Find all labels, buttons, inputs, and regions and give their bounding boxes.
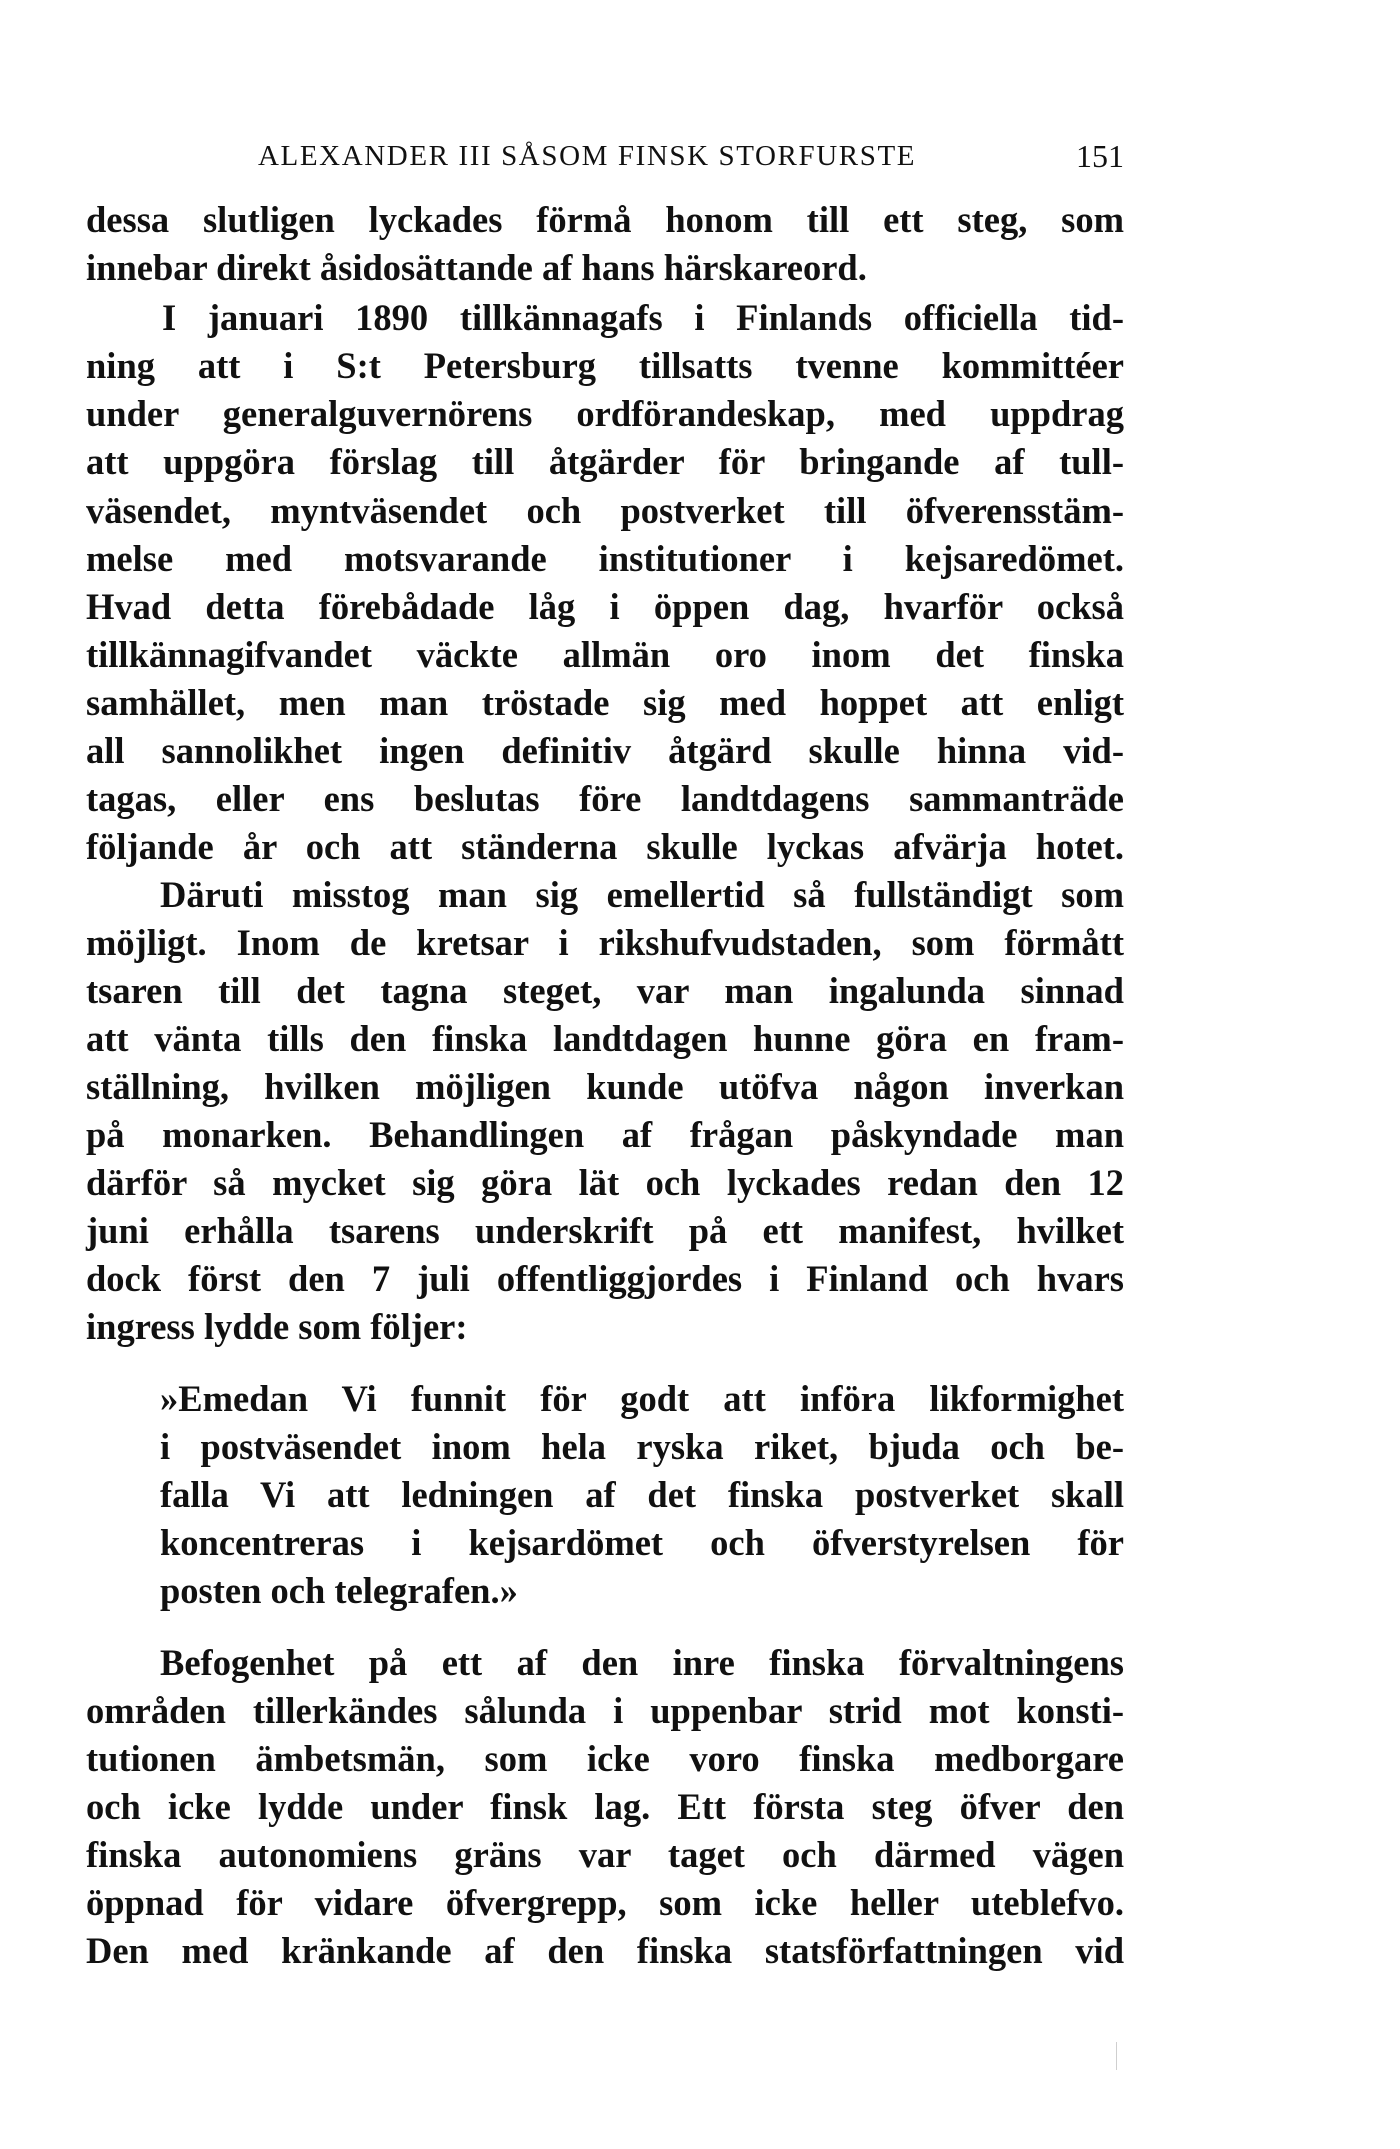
text-line: tillkännagifvandet väckte allmän oro inom det finska bbox=[86, 634, 1124, 675]
text-line: innebar direkt åsidosättande af hans härskareord. bbox=[86, 247, 867, 288]
text-line: och icke lydde under finsk lag. Ett första steg öfver den bbox=[86, 1786, 1124, 1827]
text-line: under generalguvernörens ordförandeskap, med uppdrag bbox=[86, 393, 1124, 434]
page-header bbox=[86, 140, 1124, 180]
text-line: samhället, men man tröstade sig med hoppet att enligt bbox=[86, 682, 1124, 723]
text-line: finska autonomiens gräns var taget och därmed vägen bbox=[86, 1834, 1124, 1875]
text-line: Hvad detta förebådade låg i öppen dag, hvarför också bbox=[86, 586, 1124, 627]
text-line: melse med motsvarande institutioner i kejsaredömet. bbox=[86, 538, 1124, 579]
text-line: tutionen ämbetsmän, som icke voro finska medborgare bbox=[86, 1738, 1124, 1779]
quote-line: falla Vi att ledningen af det finska postverket skall bbox=[160, 1474, 1124, 1515]
quote-line: »Emedan Vi funnit för godt att införa likformighet bbox=[160, 1378, 1124, 1419]
text-line: Däruti misstog man sig emellertid så fullständigt som bbox=[160, 874, 1124, 915]
text-line: Befogenhet på ett af den inre finska förvaltningens bbox=[160, 1642, 1124, 1683]
text-line: ställning, hvilken möjligen kunde utöfva någon inverkan bbox=[86, 1066, 1124, 1107]
text-line: dock först den 7 juli offentliggjordes i Finland och hvars bbox=[86, 1258, 1124, 1299]
text-line: därför så mycket sig göra lät och lyckades redan den 12 bbox=[86, 1162, 1124, 1203]
text-line: öppnad för vidare öfvergrepp, som icke heller uteblefvo. bbox=[86, 1882, 1124, 1923]
text-line: Den med kränkande af den finska statsförfattningen vid bbox=[86, 1930, 1124, 1971]
quote-line: koncentreras i kejsardömet och öfverstyrelsen för bbox=[160, 1522, 1124, 1563]
page-number: 151 bbox=[1076, 138, 1124, 174]
text-line: dessa slutligen lyckades förmå honom till ett steg, som bbox=[86, 199, 1124, 240]
text-line: ning att i S:t Petersburg tillsatts tvenne kommittéer bbox=[86, 345, 1124, 386]
text-line: tagas, eller ens beslutas före landtdagens sammanträde bbox=[86, 778, 1124, 819]
text-line: väsendet, myntväsendet och postverket till öfverensstäm- bbox=[86, 490, 1124, 531]
text-line: att uppgöra förslag till åtgärder för bringande af tull- bbox=[86, 441, 1124, 482]
quote-line: i postväsendet inom hela ryska riket, bjuda och be- bbox=[160, 1426, 1124, 1467]
running-title: ALEXANDER III SÅSOM FINSK STORFURSTE bbox=[258, 140, 917, 172]
text-line: på monarken. Behandlingen af frågan påskyndade man bbox=[86, 1114, 1124, 1155]
text-line: all sannolikhet ingen definitiv åtgärd skulle hinna vid- bbox=[86, 730, 1124, 771]
text-line: ingress lydde som följer: bbox=[86, 1306, 468, 1347]
text-line: I januari 1890 tillkännagafs i Finlands officiella tid- bbox=[162, 297, 1124, 338]
scan-mark bbox=[1116, 2042, 1117, 2070]
text-line: juni erhålla tsarens underskrift på ett manifest, hvilket bbox=[86, 1210, 1124, 1251]
text-line: följande år och att ständerna skulle lyckas afvärja hotet. bbox=[86, 826, 1124, 867]
text-line: tsaren till det tagna steget, var man ingalunda sinnad bbox=[86, 970, 1124, 1011]
quote-line: posten och telegrafen.» bbox=[160, 1570, 518, 1611]
text-line: möjligt. Inom de kretsar i rikshufvudstaden, som förmått bbox=[86, 922, 1124, 963]
text-line: områden tillerkändes sålunda i uppenbar strid mot konsti- bbox=[86, 1690, 1124, 1731]
text-line: att vänta tills den finska landtdagen hunne göra en fram- bbox=[86, 1018, 1124, 1059]
